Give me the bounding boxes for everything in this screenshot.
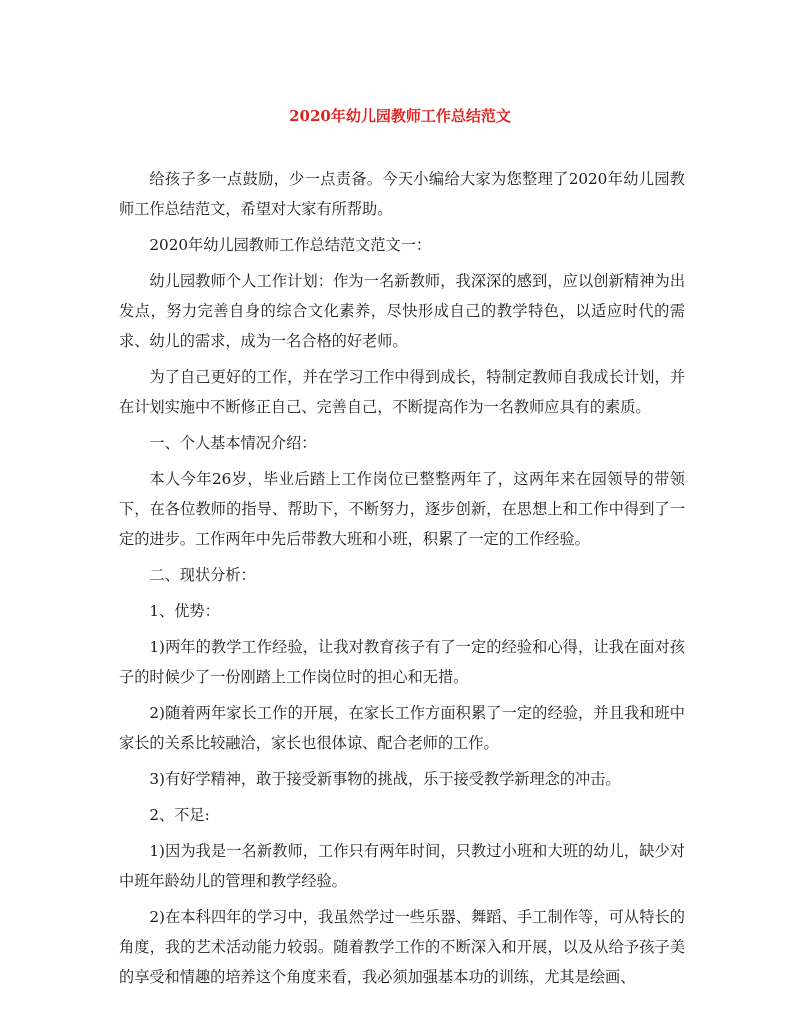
heading-advantages: 1、优势： (149, 602, 220, 620)
paragraph-intro: 给孩子多一点鼓励，少一点责备。今天小编给大家为您整理了2020年幼儿园教师工作总结范文，希望对大家有所帮助。 (119, 170, 685, 218)
heading-basic-info: 一、个人基本情况介绍： (149, 434, 317, 452)
document-title: 2020年幼儿园教师工作总结范文 (289, 107, 511, 125)
list-item-shortcoming-2: 2)在本科四年的学习中，我虽然学过一些乐器、舞蹈、手工制作等，可从特长的角度，我的艺术活动能力较弱。随着教学工作的不断深入和开展，以及从给予孩子美的享受和情趣的培养这个角度来看，我必须加强基本功的训练，尤其是绘画、 (119, 908, 685, 986)
paragraph-subtitle: 2020年幼儿园教师工作总结范文范文一： (149, 236, 432, 254)
paragraph-purpose: 为了自己更好的工作，并在学习工作中得到成长，特制定教师自我成长计划，并在计划实施中不断修正自己、完善自己，不断提高作为一名教师应具有的素质。 (119, 368, 685, 416)
list-item-shortcoming-1: 1)因为我是一名新教师，工作只有两年时间，只教过小班和大班的幼儿，缺少对中班年龄幼儿的管理和教学经验。 (119, 842, 685, 890)
paragraph-basic-info: 本人今年26岁，毕业后踏上工作岗位已整整两年了，这两年来在园领导的带领下，在各位教师的指导、帮助下，不断努力，逐步创新，在思想上和工作中得到了一定的进步。工作两年中先后带教大班和小班，积累了一定的工作经验。 (119, 470, 685, 548)
list-item-advantage-3: 3)有好学精神，敢于接受新事物的挑战，乐于接受教学新理念的冲击。 (149, 770, 621, 788)
list-item-advantage-2: 2)随着两年家长工作的开展，在家长工作方面积累了一定的经验，并且我和班中家长的关系比较融洽，家长也很体谅、配合老师的工作。 (119, 704, 685, 752)
paragraph-plan: 幼儿园教师个人工作计划：作为一名新教师，我深深的感到，应以创新精神为出发点，努力完善自身的综合文化素养，尽快形成自己的教学特色，以适应时代的需求、幼儿的需求，成为一名合格的好老师。 (119, 272, 685, 350)
list-item-advantage-1: 1)两年的教学工作经验，让我对教育孩子有了一定的经验和心得，让我在面对孩子的时候少了一份刚踏上工作岗位时的担心和无措。 (119, 638, 685, 686)
heading-shortcomings: 2、不足: (149, 806, 210, 824)
heading-status-analysis: 二、现状分析： (149, 566, 256, 584)
document-body (119, 164, 685, 998)
